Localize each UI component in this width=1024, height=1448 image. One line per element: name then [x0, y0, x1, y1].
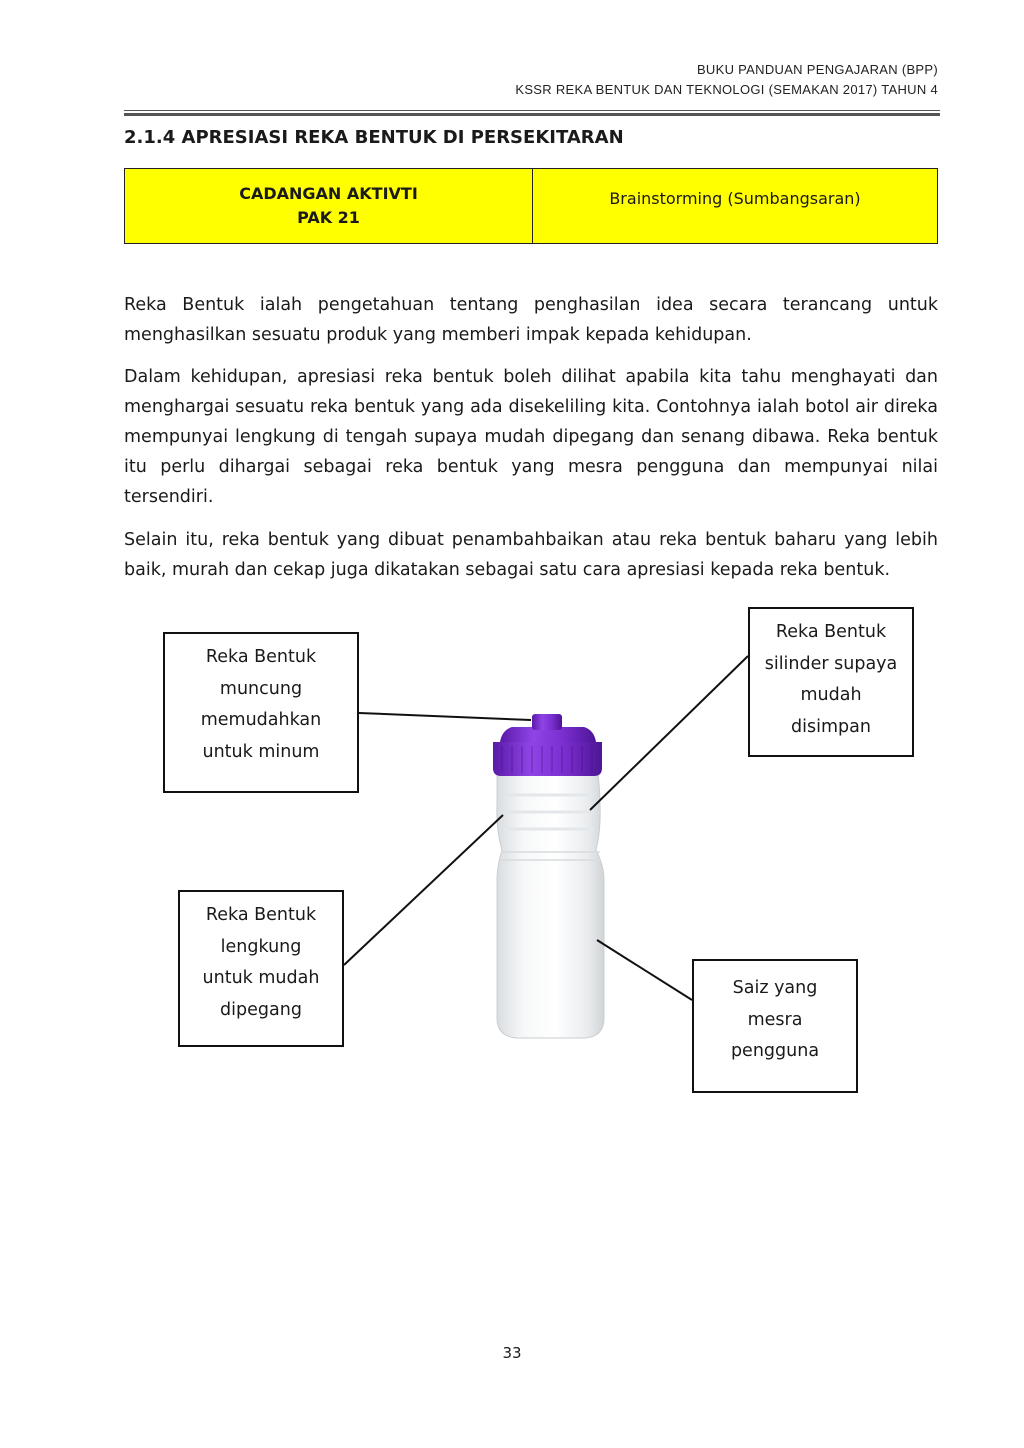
header-rule-thin — [124, 110, 940, 111]
leader-line-cylinder — [590, 656, 748, 810]
activity-label-cell — [125, 169, 533, 243]
header-rule-thick — [124, 113, 940, 116]
paragraph-improvement: Selain itu, reka bentuk yang dibuat penambahbaikan atau reka bentuk baharu yang lebih baik, murah dan cekap juga dikatakan sebagai satu cara apresiasi kepada reka bentuk. — [124, 530, 938, 580]
callout-cylinder-line: silinder supaya — [764, 653, 898, 674]
callout-curve — [178, 890, 344, 1047]
callout-spout-line: Reka Bentuk — [205, 647, 317, 667]
callout-curve-line: dipegang — [220, 999, 302, 1020]
callout-curve-line: Reka Bentuk — [205, 905, 317, 925]
callout-cylinder-line: Reka Bentuk — [775, 622, 887, 642]
section-title: 2.1.4 APRESIASI REKA BENTUK DI PERSEKITARAN — [124, 127, 624, 148]
water-bottle-icon — [493, 714, 604, 1038]
callout-cylinder-line: disimpan — [791, 716, 871, 737]
paragraph-appreciation: Dalam kehidupan, apresiasi reka bentuk boleh dilihat apabila kita tahu menghayati dan menghargai sesuatu reka bentuk yang ada disekeliling kita. Contohnya ialah botol air direka mempunyai lengkung di tengah supaya mudah dipegang dan senang dibawa. Reka bentuk itu perlu dihargai sebagai reka bentuk yang mesra pengguna dan mempunyai nilai tersendiri. — [124, 367, 938, 507]
callout-spout-line: untuk minum — [202, 741, 320, 762]
page-number: 33 — [502, 1344, 522, 1362]
activity-value: Brainstorming (Sumbangsaran) — [609, 189, 861, 208]
paragraph-definition: Reka Bentuk ialah pengetahuan tentang penghasilan idea secara terancang untuk menghasilkan sesuatu produk yang memberi impak kepada kehidupan. — [124, 295, 938, 345]
callout-spout-line: muncung — [219, 678, 303, 699]
header-line-1: BUKU PANDUAN PENGAJARAN (BPP) — [696, 62, 938, 77]
callout-cylinder — [748, 607, 914, 757]
callout-spout-line: memudahkan — [200, 710, 322, 730]
header-line-2: KSSR REKA BENTUK DAN TEKNOLOGI (SEMAKAN 2017) TAHUN 4 — [515, 82, 938, 97]
callout-size-line: mesra — [747, 1009, 803, 1030]
activity-table — [124, 168, 938, 244]
callout-spout — [163, 632, 359, 793]
leader-line-spout — [359, 713, 531, 720]
callout-size-line: pengguna — [730, 1041, 820, 1061]
leader-line-curve — [344, 815, 503, 965]
callout-cylinder-line: mudah — [800, 685, 862, 705]
activity-label-line-1: CADANGAN AKTIVTI — [239, 184, 418, 203]
activity-label-line-2: PAK 21 — [297, 208, 360, 227]
activity-value-cell — [533, 169, 937, 243]
callout-size-line: Saiz yang — [732, 978, 818, 998]
callout-curve-line: untuk mudah — [202, 968, 320, 988]
callout-curve-line: lengkung — [220, 936, 302, 957]
callout-size — [692, 959, 858, 1093]
leader-line-size — [597, 940, 692, 1000]
